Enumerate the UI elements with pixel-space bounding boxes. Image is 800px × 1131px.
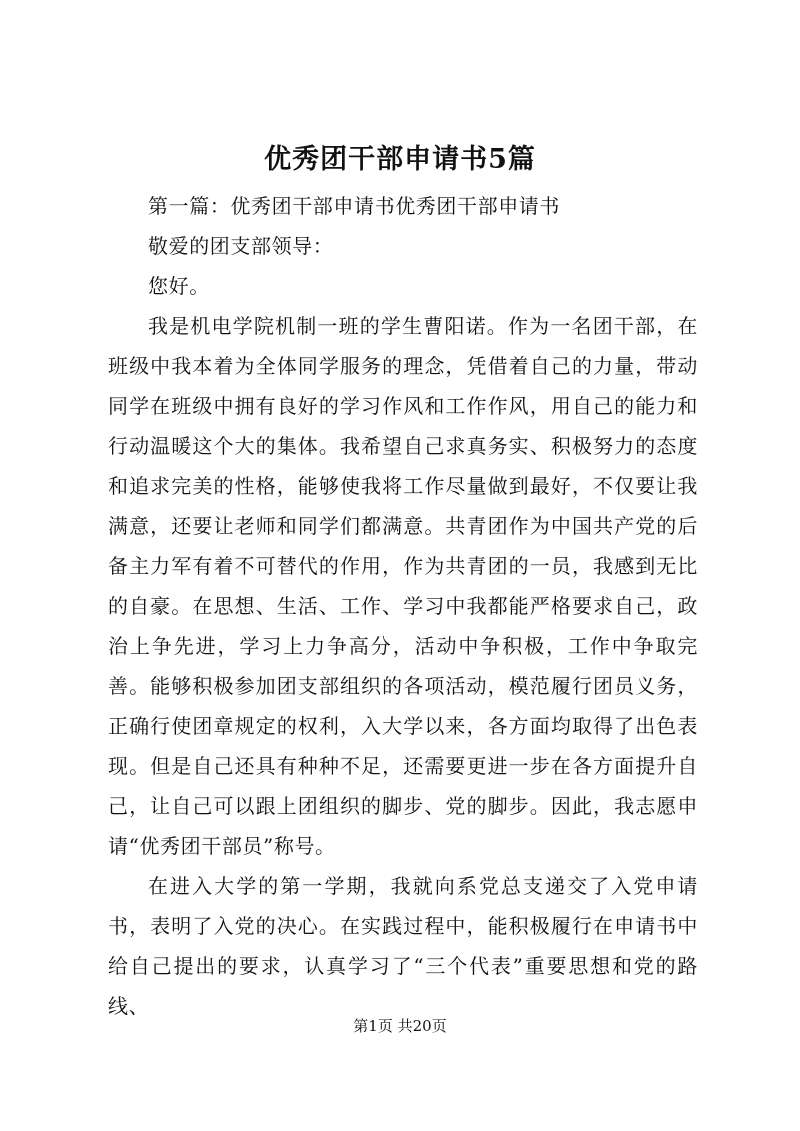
- document-title: 优秀团干部申请书5篇: [264, 144, 536, 175]
- page-number: 第1页 共20页: [353, 1017, 447, 1035]
- paragraph-body: 我是机电学院机制一班的学生曹阳诺。作为一名团干部，在班级中我本着为全体同学服务的理念，凭借着自己的力量，带动同学在班级中拥有良好的学习作风和工作作风，用自己的能力和行动温暖这个大的集体。我希望自己求真务实、积极努力的态度和追求完美的性格，能够使我将工作尽量做到最好，不仅要让我满意，还要让老师和同学们都满意。共青团作为中国共产党的后备主力军有着不可替代的作用，作为共青团的一员，我感到无比的自豪。在思想、生活、工作、学习中我都能严格要求自己，政治上争先进，学习上力争高分，活动中争积极，工作中争取完善。能够积极参加团支部组织的各项活动，模范履行团员义务，正确行使团章规定的权利，入大学以来，各方面均取得了出色表现。但是自己还具有种种不足，还需要更进一步在各方面提升自己，让自己可以跟上团组织的脚步、党的脚步。因此，我志愿申请“优秀团干部员”称号。: [108, 314, 698, 858]
- paragraph-body: 在进入大学的第一学期，我就向系党总支递交了入党申请书，表明了入党的决心。在实践过程中，能积极履行在申请书中给自己提出的要求，认真学习了“三个代表”重要思想和党的路线、: [108, 874, 698, 1018]
- paragraph-salutation: 敬爱的团支部领导：: [148, 234, 334, 258]
- paragraph-heading: 第一篇：优秀团干部申请书优秀团干部申请书: [148, 194, 560, 218]
- document-body: [108, 186, 698, 1026]
- paragraph-greeting: 您好。: [148, 274, 210, 298]
